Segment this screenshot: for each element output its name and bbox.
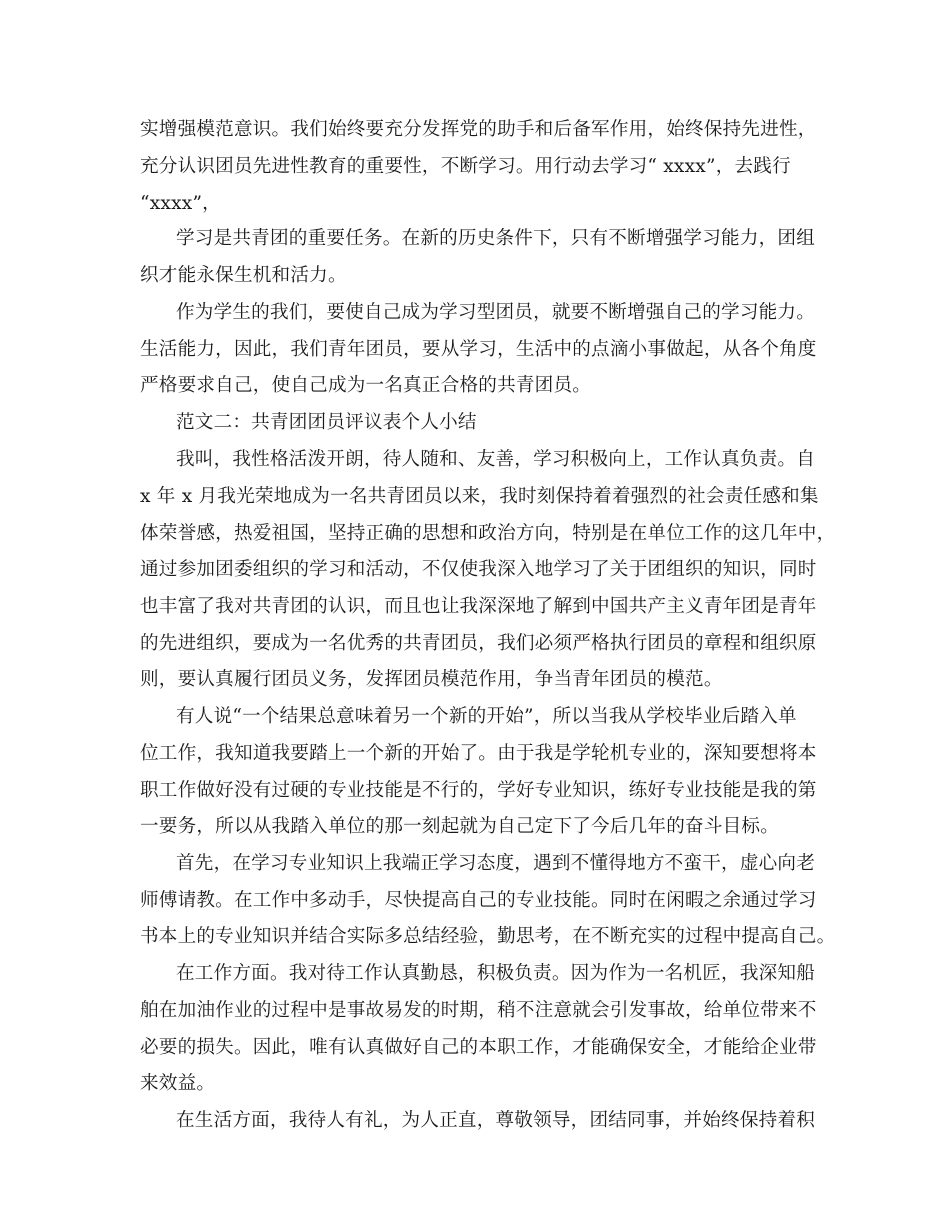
text-line: 充分认识团员先进性教育的重要性，不断学习。用行动去学习“ xxxx”，去践行 (140, 156, 791, 177)
text-line: 生活能力，因此，我们青年团员，要从学习，生活中的点滴小事做起，从各个角度 (140, 339, 817, 360)
text-line: 一要务，所以从我踏入单位的那一刻起就为自己定下了今后几年的奋斗目标。 (140, 816, 779, 837)
text-line: 则，要认真履行团员义务，发挥团员模范作用，争当青年团员的模范。 (140, 669, 723, 690)
text-line: 也丰富了我对共青团的认识，而且也让我深深地了解到中国共产主义青年团是青年 (140, 596, 817, 617)
text-line: 职工作做好没有过硬的专业技能是不行的，学好专业知识，练好专业技能是我的第 (140, 780, 817, 801)
section-heading: 范文二：共青团团员评议表个人小结 (176, 412, 477, 433)
paragraph-first-line: 我叫，我性格活泼开朗，待人随和、友善，学习积极向上，工作认真负责。自 (176, 449, 815, 470)
text-line: 的先进组织，要成为一名优秀的共青团员，我们必须严格执行团员的章程和组织原 (140, 633, 817, 654)
text-line: 体荣誉感，热爱祖国，坚持正确的思想和政治方向，特别是在单位工作的这几年中， (140, 523, 836, 544)
text-line: x 年 x 月我光荣地成为一名共青团员以来，我时刻保持着着强烈的社会责任感和集 (140, 486, 819, 507)
text-line: 织才能永保生机和活力。 (140, 265, 347, 286)
text-line: 位工作，我知道我要踏上一个新的开始了。由于我是学轮机专业的，深知要想将本 (140, 743, 817, 764)
paragraph-first-line: 在生活方面，我待人有礼，为人正直，尊敬领导，团结同事，并始终保持着积 (176, 1110, 815, 1131)
text-line: 舶在加油作业的过程中是事故易发的时期，稍不注意就会引发事故，给单位带来不 (140, 1000, 817, 1021)
text-line: 实增强模范意识。我们始终要充分发挥党的助手和后备军作用，始终保持先进性， (140, 119, 817, 140)
text-line: 书本上的专业知识并结合实际多总结经验，勤思考，在不断充实的过程中提高自己。 (140, 926, 836, 947)
text-line: 必要的损失。因此，唯有认真做好自己的本职工作，才能确保安全，才能给企业带 (140, 1037, 817, 1058)
paragraph-first-line: 作为学生的我们，要使自己成为学习型团员，就要不断增强自己的学习能力。 (176, 302, 815, 323)
text-line: 来效益。 (140, 1073, 216, 1094)
text-line: 严格要求自己，使自己成为一名真正合格的共青团员。 (140, 375, 592, 396)
paragraph-first-line: 有人说“一个结果总意味着另一个新的开始”，所以当我从学校毕业后踏入单 (176, 706, 797, 727)
paragraph-first-line: 首先，在学习专业知识上我端正学习态度，遇到不懂得地方不蛮干，虚心向老 (176, 853, 815, 874)
paragraph-first-line: 在工作方面。我对待工作认真勤恳，积极负责。因为作为一名机匠，我深知船 (176, 963, 815, 984)
text-line: 通过参加团委组织的学习和活动，不仅使我深入地学习了关于团组织的知识，同时 (140, 559, 817, 580)
paragraph-first-line: 学习是共青团的重要任务。在新的历史条件下，只有不断增强学习能力，团组 (176, 228, 815, 249)
text-line: 师傅请教。在工作中多动手，尽快提高自己的专业技能。同时在闲暇之余通过学习 (140, 890, 817, 911)
text-line: “xxxx”， (140, 193, 221, 214)
